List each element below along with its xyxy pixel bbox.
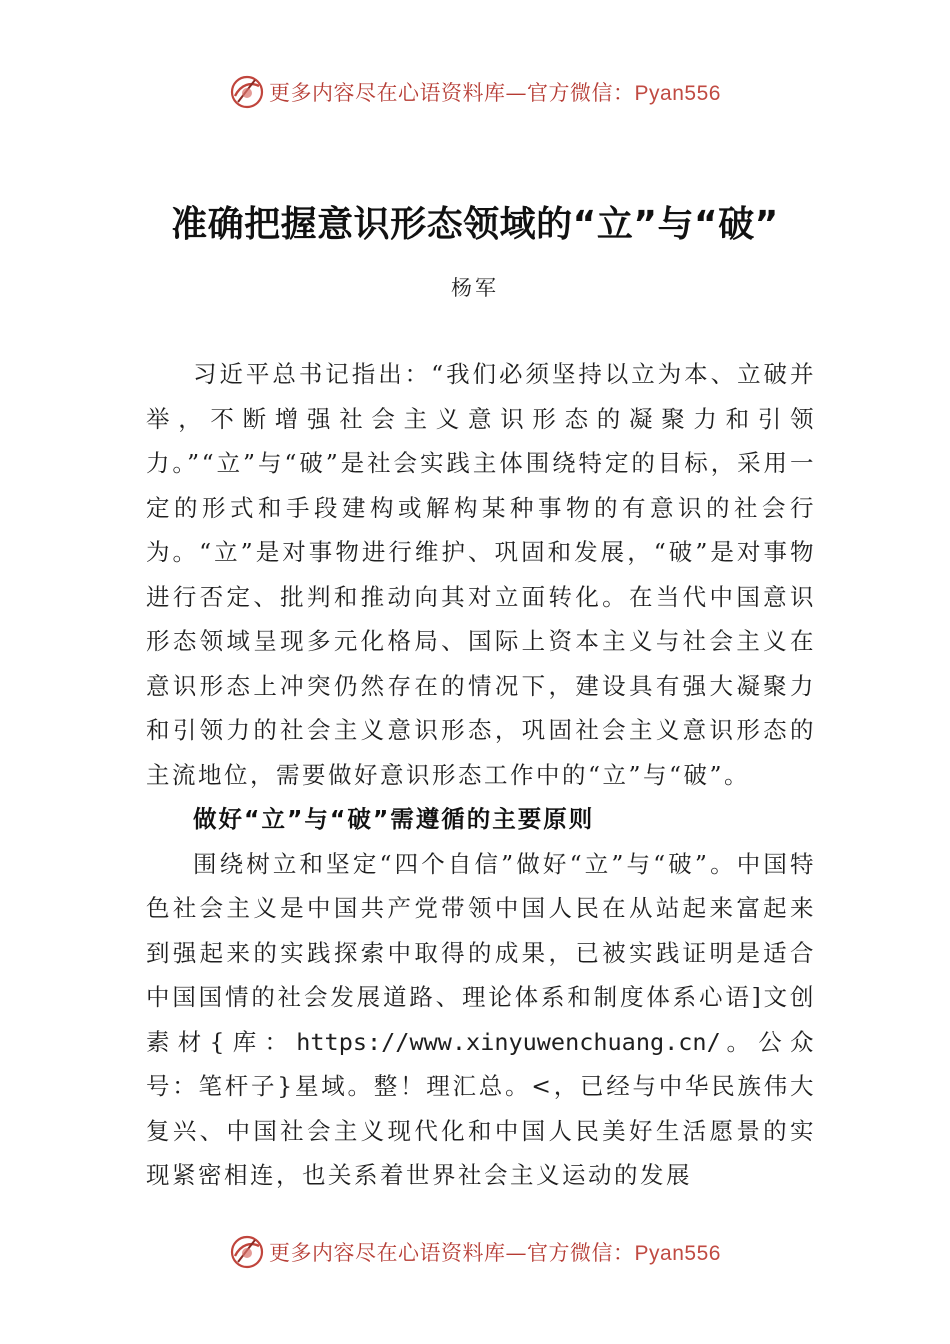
footer-banner [0,1230,950,1274]
section-heading: 做好“立”与“破”需遵循的主要原则 [193,805,595,833]
article-body [146,352,816,1198]
header-banner [0,70,950,114]
article-title: 准确把握意识形态领域的“立”与“破” [171,204,779,245]
paragraph-2-end: 。公众号：笔杆子}星域。整！理汇总。<，已经与中华民族伟大复兴、中国社会主义现代化和中国人民美好生活愿景的实现紧密相连，也关系着世界社会主义运动的发展 [146,1027,817,1189]
paragraph-2-start: 围绕树立和坚定“四个自信”做好“立”与“破”。中国特色社会主义是中国共产党带领中国人民在从站起来富起来到强起来的实践探索中取得的成果，已被实践证明是适合中国国情的社会发展道路、理论体系和制度体系心语]文创素材{库： [146,849,816,1056]
footer-wechat-id: Pyan556 [634,1242,721,1265]
logo-icon [229,1234,265,1270]
logo-icon [229,74,265,110]
footer-banner-text [269,1237,721,1267]
paragraph-2 [146,842,816,1198]
header-banner-text [269,77,721,107]
footer-banner-label: 更多内容尽在心语资料库—官方微信： [269,1241,635,1265]
header-banner-label: 更多内容尽在心语资料库—官方微信： [269,81,635,105]
article-author: 杨军 [451,276,499,300]
paragraph-1: 习近平总书记指出：“我们必须坚持以立为本、立破并举，不断增强社会主义意识形态的凝聚力和引领力。”“立”与“破”是社会实践主体围绕特定的目标，采用一定的形式和手段建构或解构某种事物的有意识的社会行为。“立”是对事物进行维护、巩固和发展，“破”是对事物进行否定、批判和推动向其对立面转化。在当代中国意识形态领域呈现多元化格局、国际上资本主义与社会主义在意识形态上冲突仍然存在的情况下，建设具有强大凝聚力和引领力的社会主义意识形态，巩固社会主义意识形态的主流地位，需要做好意识形态工作中的“立”与“破”。 [146,360,816,789]
paragraph-2-url: https://www.xinyuwenchuang.cn/ [296,1027,721,1056]
header-wechat-id: Pyan556 [634,82,721,105]
